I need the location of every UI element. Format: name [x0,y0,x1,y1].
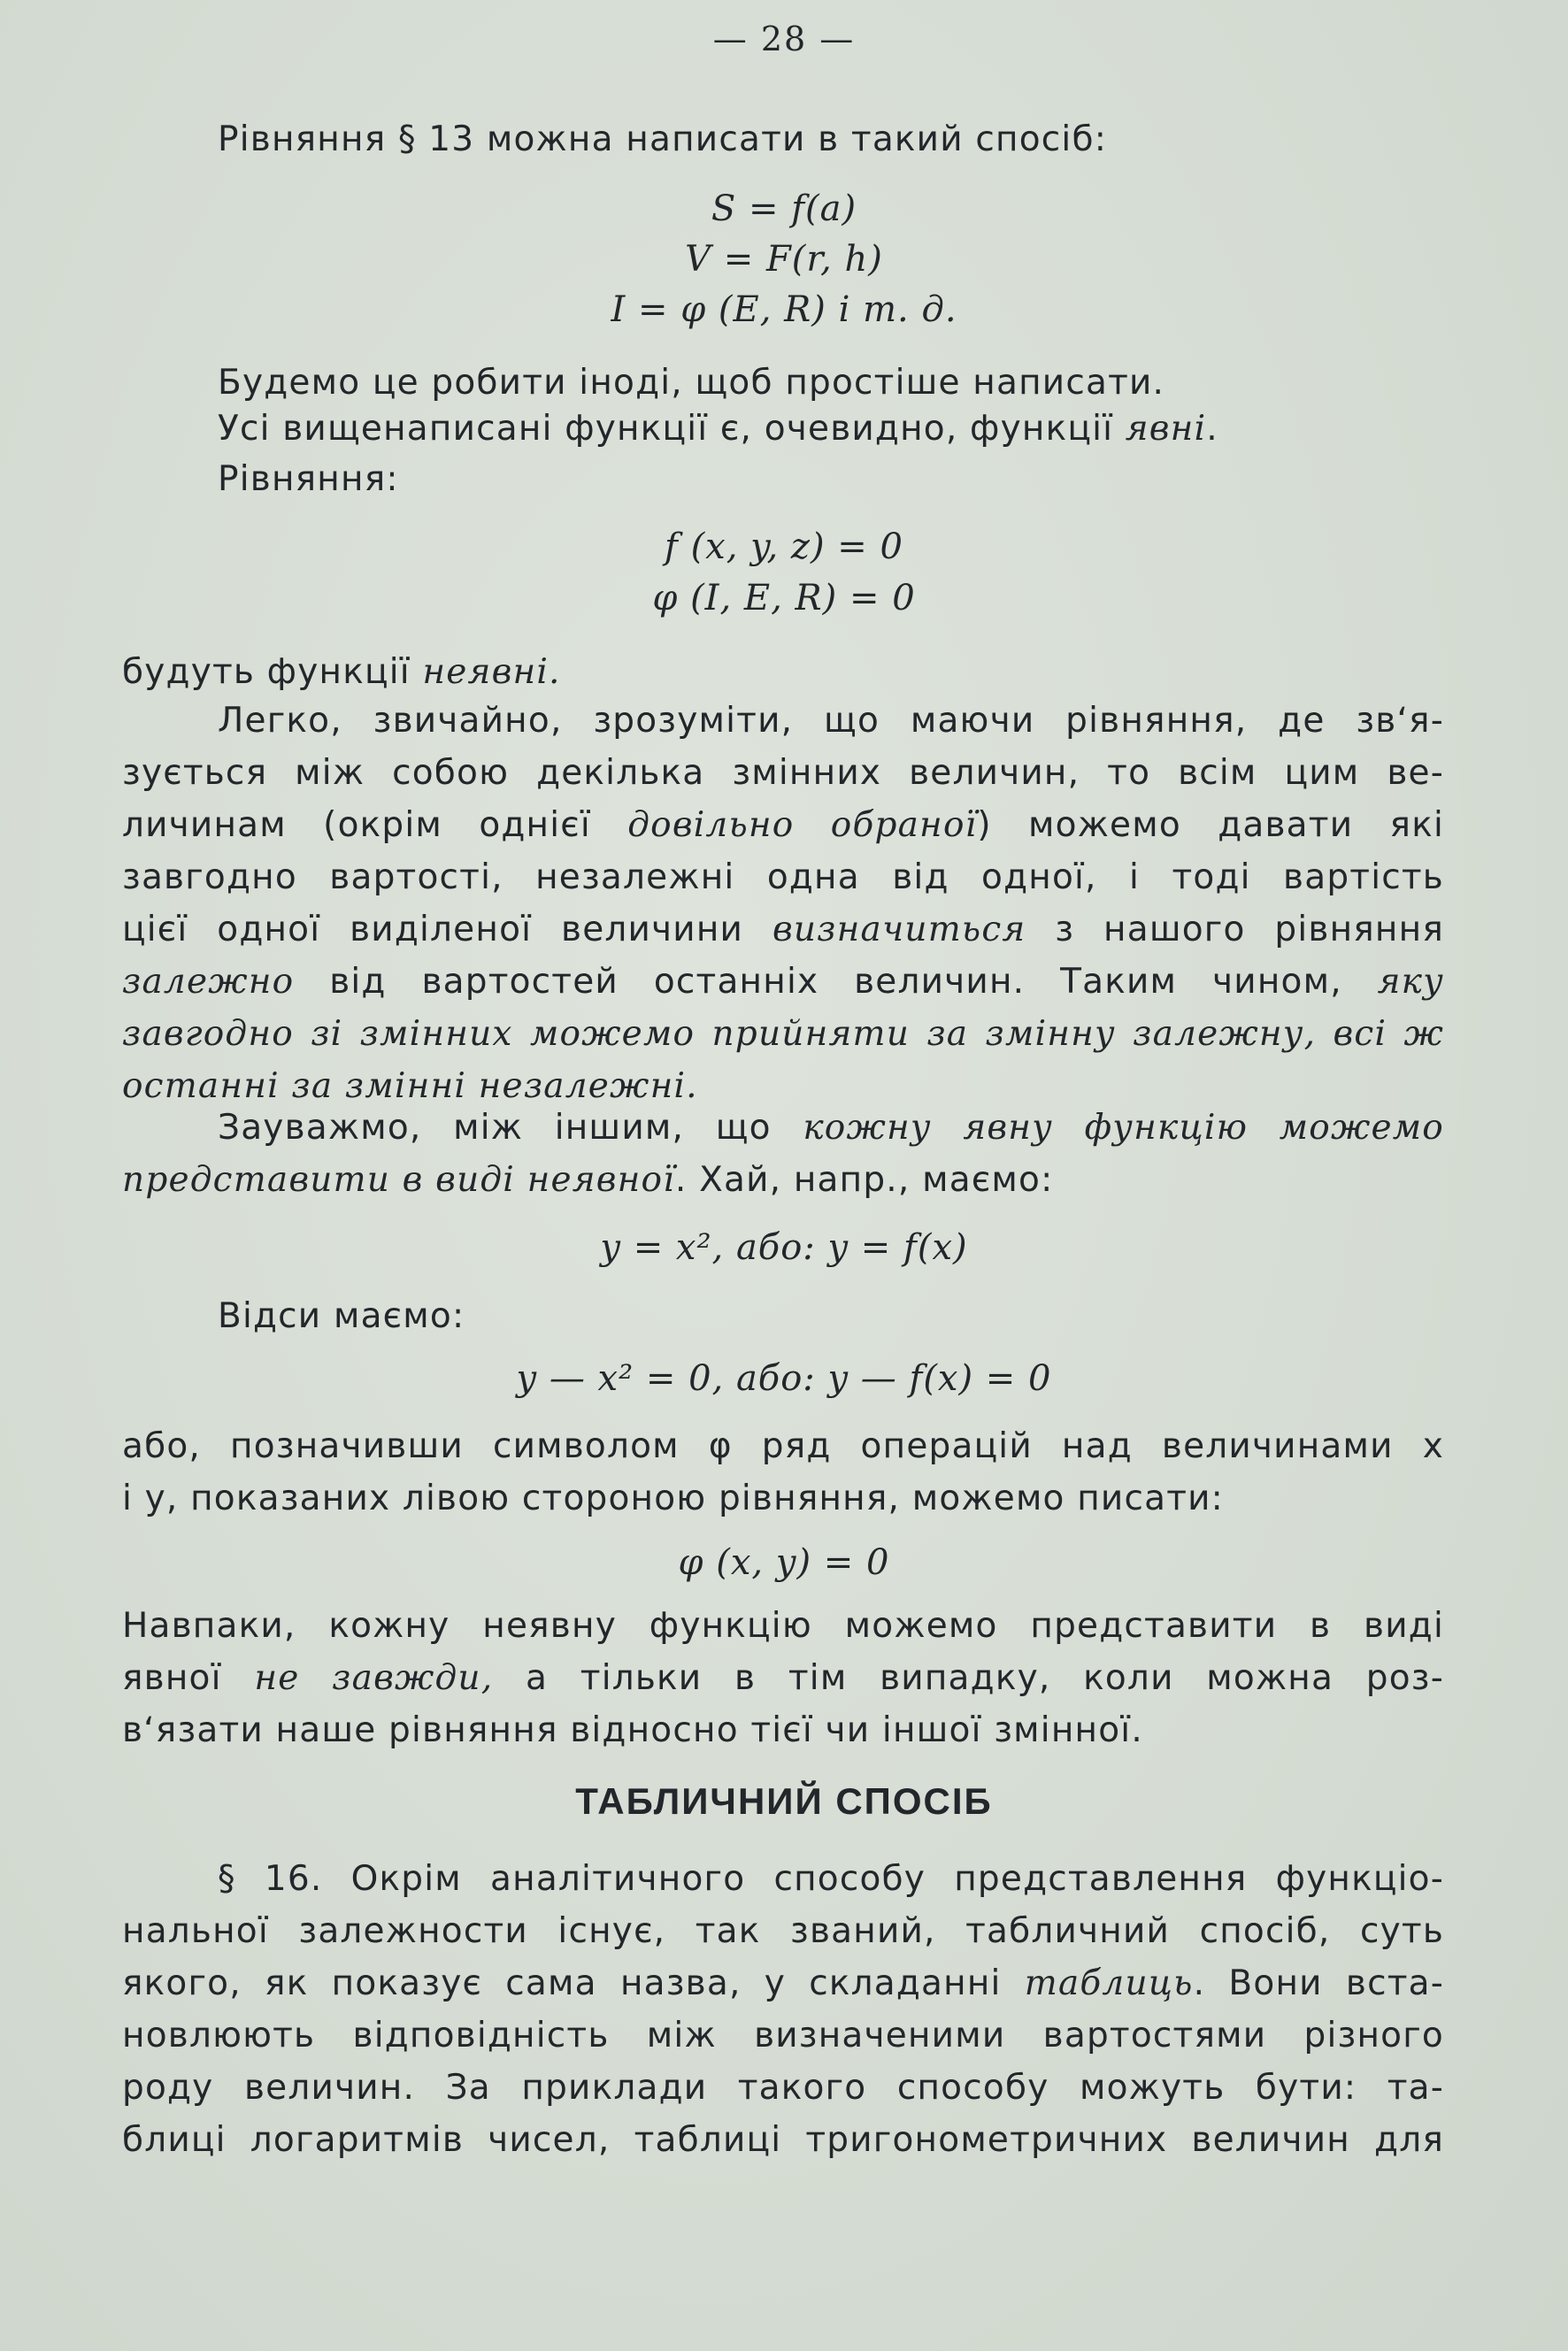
formula-line: f (x, y, z) = 0 [665,526,903,567]
paragraph-line: блиці логаритмів чисел, таблиці тригонометричних величин для [122,2120,1444,2160]
paragraph-line: Усі вищенаписані функції є, очевидно, функції явні. [218,409,1218,449]
paragraph-line: або, позначивши символом φ ряд операцій над величинами x [122,1426,1444,1466]
formula-line: y — x² = 0, або: y — f(x) = 0 [516,1358,1052,1399]
paragraph-line: Навпаки, кожну неявну функцію можемо представити в виді [122,1606,1444,1646]
paragraph-line: Відси маємо: [218,1296,465,1336]
paragraph-line: личинам (окрім однієї довільно обраної) можемо давати які [122,805,1444,845]
intro-line: Рівняння § 13 можна написати в такий спосіб: [218,119,1108,159]
paragraph-line: явної не завжди, а тільки в тім випадку, коли можна роз- [122,1658,1444,1698]
formula-line: φ (x, y) = 0 [678,1542,890,1583]
paragraph-line: Рівняння: [218,459,399,499]
section-heading: ТАБЛИЧНИЙ СПОСІБ [575,1780,993,1822]
paragraph-line: будуть функції неявні. [122,652,561,692]
paragraph-line: Будемо це робити іноді, щоб простіше написати. [218,363,1165,403]
formula-line: I = φ (E, R) і т. д. [611,289,957,330]
paragraph-line: нальної залежности існує, так званий, табличний спосіб, суть [122,1911,1444,1951]
paragraph-line: роду величин. За приклади такого способу можуть бути: та- [122,2068,1444,2108]
paragraph-line: останні за змінні незалежні. [122,1066,698,1106]
paragraph-line: Зауважмо, між іншим, що кожну явну функцію можемо [218,1108,1444,1148]
page-number: — 28 — [712,19,856,58]
paragraph-line: завгодно вартості, незалежні одна від одної, і тоді вартість [122,857,1444,897]
paragraph-line: в‘язати наше рівняння відносно тієї чи іншої змінної. [122,1710,1143,1750]
paragraph-line: новлюють відповідність між визначеними вартостями різного [122,2016,1444,2055]
formula-line: V = F(r, h) [685,239,883,280]
formula-line: y = x², або: y = f(x) [600,1227,968,1268]
italic-term: явні [1125,409,1207,449]
paragraph-line: Легко, звичайно, зрозуміти, що маючи рівняння, де зв‘я- [218,701,1444,741]
paragraph-line: завгодно зі змінних можемо прийняти за змінну залежну, всі ж [122,1014,1444,1054]
paragraph-line: залежно від вартостей останніх величин. Таким чином, яку [122,962,1444,1002]
paragraph-line: і y, показаних лівою стороною рівняння, можемо писати: [122,1479,1225,1518]
paragraph-line: цієї одної виділеної величини визначиться з нашого рівняння [122,910,1444,949]
italic-term: неявні. [422,652,561,692]
paragraph-line: § 16. Окрім аналітичного способу представлення функціо- [218,1859,1444,1899]
formula-line: S = f(a) [711,188,857,229]
formula-line: φ (I, E, R) = 0 [652,578,916,618]
paragraph-line: якого, як показує сама назва, у складанні таблиць. Вони вста- [122,1963,1445,2003]
paragraph-line: зується між собою декілька змінних величин, то всім цим ве- [122,753,1444,793]
paragraph-line: представити в виді неявної. Хай, напр., маємо: [122,1160,1054,1200]
